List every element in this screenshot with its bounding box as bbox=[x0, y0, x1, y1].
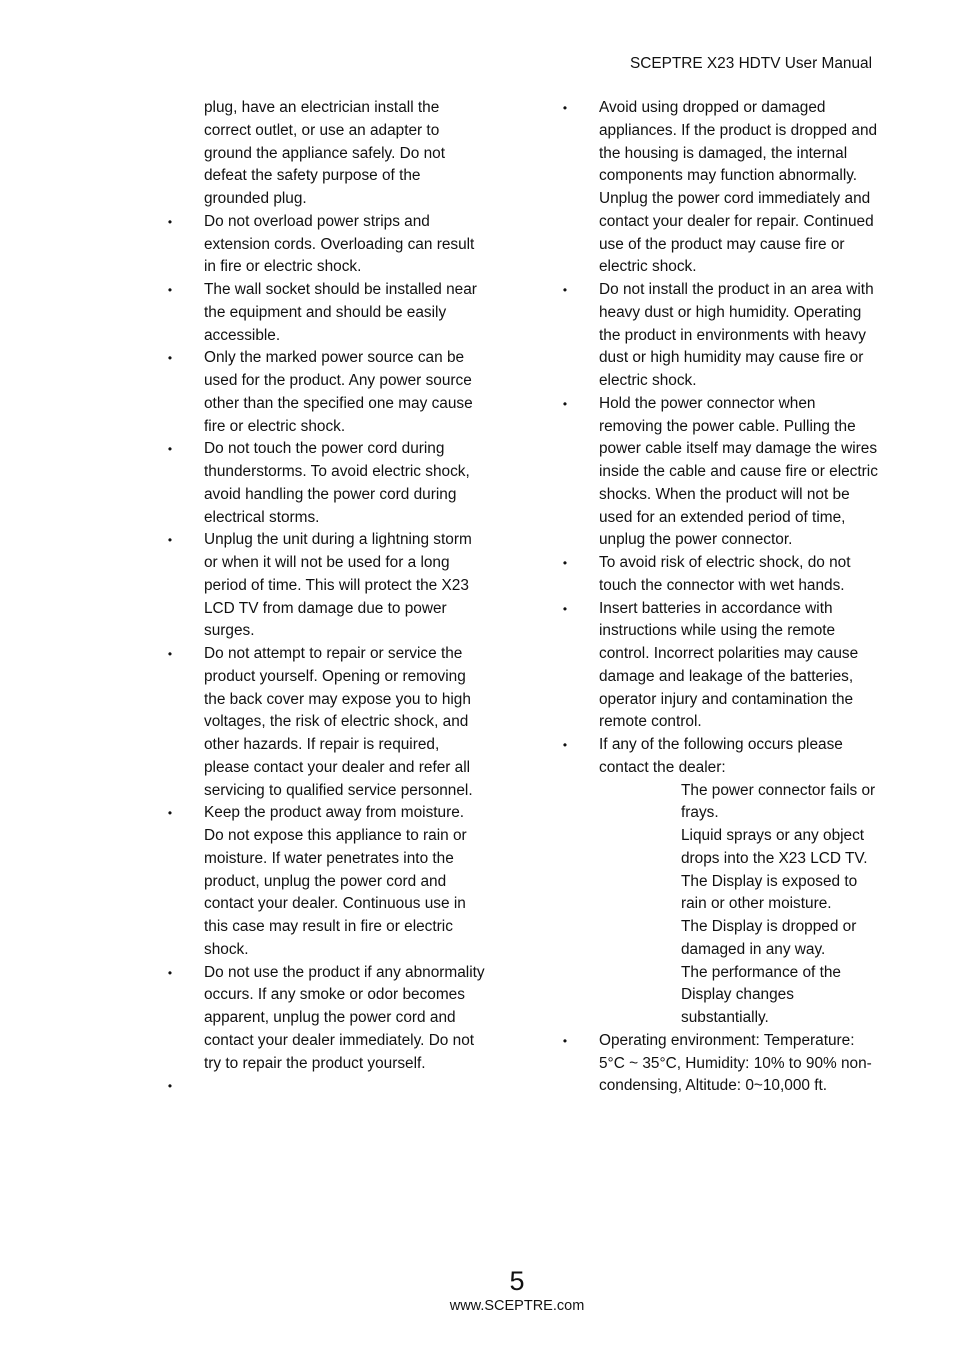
list-item: • Do not attempt to repair or service the product yourself. Opening or removing the back cover may expose you to high voltages, the risk of electric shock, and other hazards. If repair is required, please contact your dealer and refer all servicing to qualified service personnel. bbox=[204, 643, 486, 802]
bullet-icon bbox=[164, 347, 176, 370]
document-header: SCEPTRE X23 HDTV User Manual bbox=[629, 55, 872, 72]
bullet-icon bbox=[164, 1075, 176, 1098]
list-item: • Keep the product away from moisture. Do not expose this appliance to rain or moisture. If water penetrates into the product, unplug the power cord and contact your dealer. Continuous use in this case may result in fire or electric shock. bbox=[204, 802, 486, 961]
bullet-icon bbox=[559, 598, 571, 621]
dealer-condition: The performance of the Display changes substantially. bbox=[681, 963, 841, 1026]
left-bullet-list bbox=[204, 211, 486, 1098]
list-item: • Do not use the product if any abnormality occurs. If any smoke or odor becomes apparent, unplug the power cord and contact your dealer immediately. Do not try to repair the product yourself. bbox=[204, 962, 486, 1076]
bullet-icon bbox=[164, 802, 176, 825]
bullet-icon bbox=[164, 438, 176, 461]
bullet-icon bbox=[559, 1030, 571, 1053]
bullet-icon bbox=[164, 962, 176, 985]
list-item: • Only the marked power source can be used for the product. Any power source other than the specified one may cause fire or electric shock. bbox=[204, 347, 486, 438]
empty-list-item bbox=[204, 1075, 486, 1098]
list-item: • Do not overload power strips and extension cords. Overloading can result in fire or electric shock. bbox=[204, 211, 486, 279]
footer-url: www.SCEPTRE.com bbox=[449, 1298, 585, 1314]
dealer-condition: The Display is dropped or damaged in any way. bbox=[681, 918, 857, 958]
page-number: 5 bbox=[509, 1266, 525, 1296]
bullet-icon bbox=[559, 279, 571, 302]
list-item: • Do not touch the power cord during thunderstorms. To avoid electric shock, avoid handling the power cord during electrical storms. bbox=[204, 438, 486, 529]
dealer-conditions-list bbox=[681, 780, 881, 1030]
list-item: • Operating environment: Temperature: 5°C ~ 35°C, Humidity: 10% to 90% non-condensing, Altitude: 0~10,000 ft. bbox=[599, 1030, 881, 1098]
bullet-icon bbox=[559, 734, 571, 757]
list-item: • To avoid risk of electric shock, do not touch the connector with wet hands. bbox=[599, 552, 881, 598]
bullet-icon bbox=[559, 552, 571, 575]
continuation-text: plug, have an electrician install the correct outlet, or use an adapter to ground the appliance safely. Do not defeat the safety purpose of the grounded plug. bbox=[204, 99, 445, 207]
list-item: • Hold the power connector when removing the power cable. Pulling the power cable itself may damage the wires inside the cable and cause fire or electric shocks. When the product will not be used for an extended period of time, unplug the power connector. bbox=[599, 393, 881, 552]
dealer-condition: Liquid sprays or any object drops into the X23 LCD TV. bbox=[681, 827, 868, 867]
list-item: • If any of the following occurs please contact the dealer: The power connector fails or frays. Liquid sprays or any object drops into the X23 LCD TV. The Display is exposed to rain or other moisture. The Display is dropped or damaged in any way. The performance of the Display changes substantially. bbox=[599, 734, 881, 1030]
list-item: • Unplug the unit during a lightning storm or when it will not be used for a long period of time. This will protect the X23 LCD TV from damage due to power surges. bbox=[204, 529, 486, 643]
right-bullet-list bbox=[599, 97, 881, 1098]
list-item: • Avoid using dropped or damaged appliances. If the product is dropped and the housing is damaged, the internal components may function abnormally. Unplug the power cord immediately and contact your dealer for repair. Continued use of the product may cause fire or electric shock. bbox=[599, 97, 881, 279]
right-column bbox=[599, 97, 881, 1098]
bullet-icon bbox=[559, 97, 571, 120]
bullet-icon bbox=[164, 643, 176, 666]
list-item: • Do not install the product in an area with heavy dust or high humidity. Operating the product in environments with heavy dust or high humidity may cause fire or electric shock. bbox=[599, 279, 881, 393]
dealer-condition: The Display is exposed to rain or other moisture. bbox=[681, 872, 858, 913]
list-item: • The wall socket should be installed near the equipment and should be easily accessible. bbox=[204, 279, 486, 347]
bullet-icon bbox=[164, 211, 176, 234]
bullet-icon bbox=[559, 393, 571, 416]
left-column bbox=[204, 97, 486, 1098]
bullet-icon bbox=[164, 529, 176, 552]
dealer-condition: The power connector fails or frays. bbox=[681, 781, 876, 822]
bullet-icon bbox=[164, 279, 176, 302]
list-item: • Insert batteries in accordance with instructions while using the remote control. Incorrect polarities may cause damage and leakage of the batteries, operator injury and contamination the remote control. bbox=[599, 598, 881, 735]
